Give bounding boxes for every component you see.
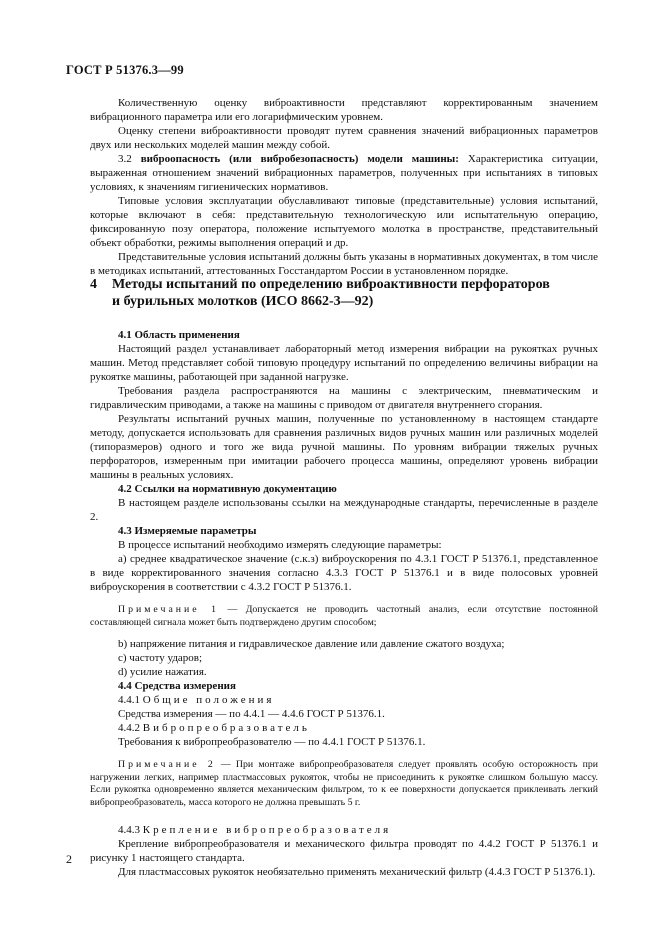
paragraph: В настоящем разделе использованы ссылки на международные стандарты, перечисленные в разделе 2.	[90, 497, 598, 523]
paragraph: Оценку степени виброактивности проводят путем сравнения значений вибрационных параметров двух или нескольких моделей машин между собой.	[90, 125, 598, 151]
list-item-d: d) усилие нажатия.	[118, 666, 207, 678]
clause-4-4-2-heading	[90, 721, 598, 735]
paragraph: Крепление вибропреобразователя и механического фильтра проводят по 4.4.2 ГОСТ Р 51376.1 и рисунку 1 настоящего стандарта.	[90, 838, 598, 864]
clause-4-4-3-heading	[90, 823, 598, 837]
note-1	[90, 604, 598, 629]
note-2	[90, 759, 598, 809]
clause-number: 4.4.2	[118, 722, 140, 734]
paragraph: Настоящий раздел устанавливает лабораторный метод измерения вибрации на рукоятках ручных машин. Метод представляет собой типовую процедуру испытаний по определению величины вибрации на рукоятке машины, работающей при заданной нагрузке.	[90, 343, 598, 383]
clause-4-4-1-heading	[90, 693, 598, 707]
subsection-heading: 4.1 Область применения	[118, 329, 240, 341]
paragraph: Типовые условия эксплуатации обуславливают типовые (представительные) условия испытаний, которые включают в себя: представительную технологическую или испытательную операцию, фиксированную позу оператора, положение испытуемого молотка в пространстве, представительный объект обработки, режимы выполнения операций и др.	[90, 195, 598, 249]
paragraph: Средства измерения — по 4.4.1 — 4.4.6 ГОСТ Р 51376.1.	[118, 708, 385, 720]
list-item-b: b) напряжение питания и гидравлическое давление или давление сжатого воздуха;	[118, 638, 505, 650]
clause-title: Общие положения	[142, 694, 275, 706]
paragraph: Результаты испытаний ручных машин, полученные по установленному в настоящем стандарте методу, допускается использовать для сравнения различных видов ручных машин или различных моделей (типоразмеров) одного и того же вида ручной машины. По уровням вибрации тяжелых ручных перфораторов, измеренным при имитации рабочего процесса машины, определяют уровень вибрации машины в реальных условиях.	[90, 413, 598, 481]
paragraph: Требования к вибропреобразователю — по 4.4.1 ГОСТ Р 51376.1.	[118, 736, 426, 748]
defined-term: виброопасность (или вибробезопасность) модели машины:	[140, 153, 459, 165]
section-4-heading	[90, 276, 598, 310]
note-label: Примечание 1	[118, 604, 219, 615]
paragraph: Требования раздела распространяются на машины с электрическим, пневматическим и гидравлическим приводами, а также на машины с приводом от двигателя внутреннего сгорания.	[90, 385, 598, 411]
intro-block	[90, 96, 598, 278]
clause-title: Крепление вибропреобразователя	[142, 824, 392, 836]
list-item-c: c) частоту ударов;	[118, 652, 203, 664]
paragraph: Представительные условия испытаний должны быть указаны в нормативных документах, в том числе в методиках испытаний, аттестованных Госстандартом России в установленном порядке.	[90, 251, 598, 277]
clause-number: 4.4.3	[118, 824, 140, 836]
note-label: Примечание 2	[118, 759, 216, 770]
note-text: — При монтаже вибропреобразователя следует проявлять особую осторожность при нагружении легких, например пластмассовых рукояток, чтобы не присоединить к рукоятке слишком большую массу. Если рукоятка одновременно является механическим фильтром, то к ее поверхности допускается приклеивать легкий вибропреобразователь, масса которого не должна превышать 5 г.	[90, 759, 598, 808]
note-text: — Допускается не проводить частотный анализ, если отсутствие постоянной составляющей сигнала может быть подтверждено другим способом;	[90, 604, 598, 628]
section-title-line1: Методы испытаний по определению виброактивности перфораторов	[112, 277, 550, 292]
list-item-a: а) среднее квадратическое значение (с.к.з) виброускорения по 4.3.1 ГОСТ Р 51376.1, представленное в виде корректированного значения согласно 4.3.3 ГОСТ Р 51376.1 и в виде полосовых уровней виброускорения в соответствии с 4.3.2 ГОСТ Р 51376.1.	[90, 553, 598, 593]
clause-title: Вибропреобразователь	[142, 722, 310, 734]
subsection-heading: 4.2 Ссылки на нормативную документацию	[118, 483, 337, 495]
standard-header: ГОСТ Р 51376.3—99	[66, 63, 184, 77]
paragraph: В процессе испытаний необходимо измерять следующие параметры:	[118, 539, 442, 551]
section-number: 4	[90, 277, 97, 292]
clause-number: 4.4.1	[118, 694, 140, 706]
paragraph: Количественную оценку виброактивности представляют корректированным значением вибрационного параметра или его логарифмическим уровнем.	[90, 97, 598, 123]
subsection-heading: 4.4 Средства измерения	[118, 680, 236, 692]
paragraph: Для пластмассовых рукояток необязательно применять механический фильтр (4.4.3 ГОСТ Р 51376.1).	[118, 866, 596, 878]
definition-text: Характеристика ситуации, выраженная отношением значений вибрационных параметров, полученных при испытаниях в типовых условиях, к значениям гигиенических нормативов.	[90, 153, 599, 193]
subsection-heading: 4.3 Измеряемые параметры	[118, 525, 257, 537]
section-title-line2: и бурильных молотков (ИСО 8662-3—92)	[112, 294, 374, 309]
clause-number: 3.2	[118, 153, 132, 165]
page-number: 2	[66, 852, 72, 866]
section-4-body	[90, 328, 598, 879]
definition-3-2	[90, 152, 598, 194]
